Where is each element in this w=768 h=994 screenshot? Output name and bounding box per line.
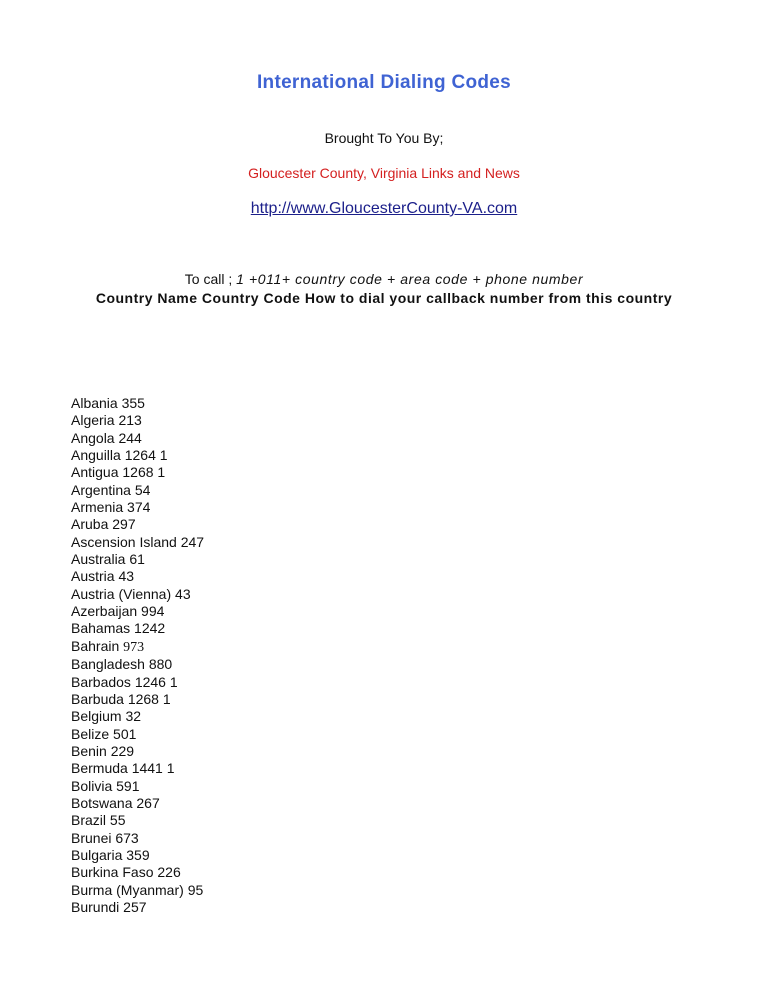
country-list [71,395,204,916]
country-code: 257 [123,898,147,915]
list-item [71,691,204,708]
list-item [71,795,204,812]
country-name: Anguilla [71,447,121,464]
country-code: 43 [175,585,191,602]
country-name: Bermuda [71,760,128,777]
country-code: 43 [118,568,135,585]
country-code: 213 [118,412,142,429]
country-name: Burma (Myanmar) [71,881,184,898]
list-item [71,430,204,447]
country-name: Aruba [71,516,109,533]
list-item [71,464,204,481]
list-item [71,620,204,637]
country-code: 880 [148,656,173,673]
country-name: Bangladesh [71,656,145,673]
country-name: Austria [71,568,115,585]
list-item [71,812,204,829]
country-code: 55 [109,812,126,829]
country-name: Brazil [71,812,107,829]
country-name: Bahrain [71,637,120,654]
list-item [71,847,204,864]
country-name: Barbuda [71,690,124,707]
country-name: Benin [71,742,107,759]
country-code: 973 [123,639,145,655]
dialing-instructions [0,271,768,287]
list-item [71,568,204,585]
list-item [71,412,204,429]
list-item [71,395,204,412]
list-item [71,830,204,847]
country-code: 247 [180,533,205,550]
country-name: Australia [71,551,126,568]
list-item [71,674,204,691]
country-code: 1242 [134,620,166,637]
country-name: Azerbaijan [71,603,138,620]
country-code: 267 [136,794,160,811]
country-name: Belgium [71,708,122,725]
country-code: 244 [118,429,142,446]
country-name: Angola [71,429,115,446]
list-item [71,482,204,499]
page-title: International Dialing Codes [256,72,512,93]
country-code: 297 [112,516,136,533]
country-name: Bahamas [71,620,131,637]
country-name: Argentina [71,481,131,498]
country-name: Brunei [71,829,112,846]
country-code: 591 [116,777,140,794]
country-code: 673 [115,829,139,846]
country-code: 501 [113,725,137,742]
list-item [71,708,204,725]
country-name: Burkina Faso [71,864,154,881]
country-name: Ascension Island [71,533,177,550]
country-name: Austria (Vienna) [71,585,172,602]
country-name: Bolivia [71,777,113,794]
website-link[interactable]: http://www.GloucesterCounty-VA.com [250,200,518,217]
country-code: 1246 1 [134,673,178,690]
country-code: 229 [110,742,135,759]
country-code: 1268 1 [127,690,171,707]
country-code: 994 [141,603,165,620]
list-item [71,603,204,620]
list-item [71,516,204,533]
list-item [71,447,204,464]
country-code: 61 [129,551,145,568]
list-item [71,656,204,673]
sponsor-text: Gloucester County, Virginia Links and News [248,165,520,181]
country-name: Belize [71,725,110,742]
list-item [71,638,204,656]
country-code: 1268 1 [122,464,166,481]
country-code: 54 [134,481,151,498]
list-item [71,760,204,777]
list-item [71,743,204,760]
country-code: 1441 1 [131,760,175,777]
country-name: Albania [71,395,118,411]
country-name: Burundi [71,898,120,915]
country-name: Algeria [71,412,115,429]
instructions-prefix: To call ; [184,271,237,287]
country-name: Barbados [71,673,131,690]
country-code: 355 [121,395,145,411]
country-code: 1264 1 [124,447,168,464]
country-code: 95 [187,881,204,898]
country-name: Bulgaria [71,846,123,863]
country-code: 359 [126,846,150,863]
list-item [71,778,204,795]
country-name: Armenia [71,499,124,516]
column-header: Country Name Country Code How to dial your callback number from this country [95,290,673,306]
instructions-formula: 1 +011+ country code + area code + phone number [236,271,584,287]
list-item [71,726,204,743]
brought-by-text: Brought To You By; [324,130,444,146]
list-item [71,586,204,603]
country-name: Botswana [71,794,133,811]
list-item [71,882,204,899]
country-code: 374 [127,499,151,516]
list-item [71,534,204,551]
country-code: 32 [125,708,142,725]
country-code: 226 [157,864,181,881]
list-item [71,899,204,916]
country-name: Antigua [71,464,119,481]
list-item [71,499,204,516]
list-item [71,864,204,881]
list-item [71,551,204,568]
